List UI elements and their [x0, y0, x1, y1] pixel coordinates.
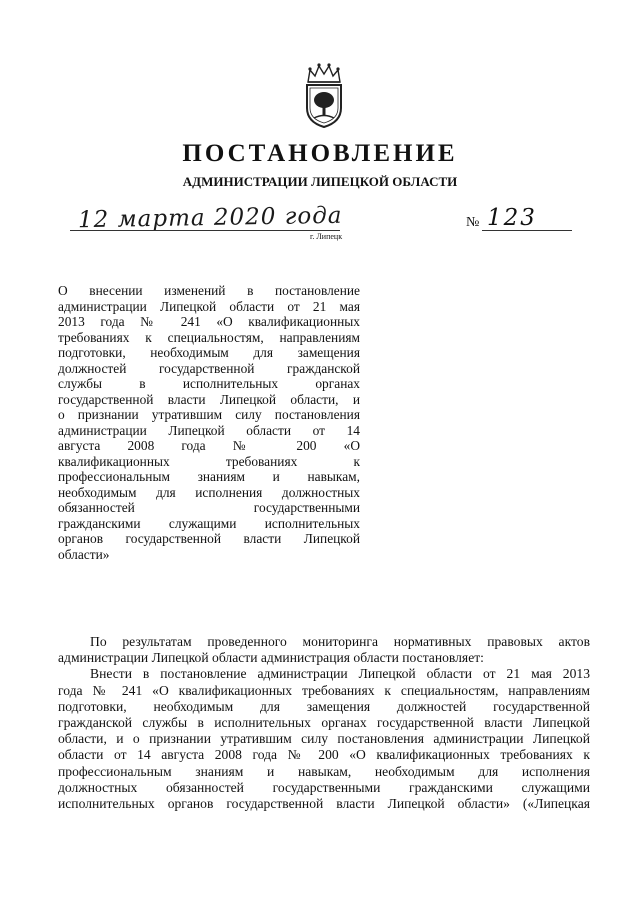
document-title: ПОСТАНОВЛЕНИЕ — [182, 140, 458, 167]
subject-line: квалификационных требованиях к — [58, 453, 360, 469]
subject-line: подготовки, необходимым для замещения — [58, 345, 360, 360]
lipetsk-coat-of-arms-icon — [300, 60, 348, 130]
body-line: гражданской службы в исполнительных органах государственной власти Липецкой — [58, 715, 590, 731]
subject-line: области» — [58, 546, 110, 562]
number-underline — [482, 230, 572, 231]
subject-line: государственной власти Липецкой области, и — [58, 391, 360, 407]
body-line: года № 241 «О квалификационных требованиях к специальностям, направлениям — [58, 682, 590, 698]
body-line: исполнительных органов государственной власти Липецкой области» («Липецкая — [58, 796, 590, 812]
issuer-name: АДМИНИСТРАЦИИ ЛИПЕЦКОЙ ОБЛАСТИ — [182, 174, 458, 189]
date-underline — [70, 230, 340, 231]
body-line: подготовки, необходимым для замещения должностей государственной — [58, 698, 590, 714]
subject-line: профессиональным знаниям и навыкам, — [58, 469, 360, 484]
body-line: должностных обязанностей государственными гражданскими служащими — [58, 779, 590, 795]
subject-block — [58, 283, 360, 562]
subject-line: органов государственной власти Липецкой — [58, 531, 360, 546]
number-label: № — [466, 215, 480, 230]
handwritten-date: 12 марта 2020 года — [77, 202, 343, 234]
subject-line: гражданскими служащими исполнительных — [58, 515, 360, 531]
body-line: профессиональным знаниям и навыкам, необходимым для исполнения — [58, 763, 590, 779]
subject-line: требованиях к специальностям, направлениям — [58, 329, 360, 345]
subject-line: О внесении изменений в постановление — [58, 283, 360, 298]
subject-line: о признании утратившим силу постановления — [58, 407, 360, 422]
subject-line: администрации Липецкой области от 21 мая — [58, 298, 360, 314]
body-text — [58, 634, 590, 812]
subject-line: необходимым для исполнения должностных — [58, 484, 360, 500]
handwritten-number: 123 — [487, 205, 537, 231]
subject-line: августа 2008 года № 200 «О — [58, 438, 360, 453]
city-label: г. Липецк — [310, 232, 343, 241]
body-line: Внести в постановление администрации Липецкой области от 21 мая 2013 — [90, 666, 590, 682]
body-line: По результатам проведенного мониторинга нормативных правовых актов — [90, 634, 590, 649]
subject-line: должностей государственной гражданской — [58, 360, 360, 376]
subject-line: 2013 года № 241 «О квалификационных — [58, 314, 360, 329]
subject-line: обязанностей государственными — [58, 500, 360, 515]
subject-line: службы в исполнительных органах — [58, 376, 360, 391]
body-line: администрации Липецкой области администрация области постановляет: — [58, 650, 484, 666]
body-line: области, и о признании утратившим силу постановления администрации Липецкой — [58, 731, 590, 747]
subject-line: администрации Липецкой области от 14 — [58, 422, 360, 438]
body-line: области от 14 августа 2008 года № 200 «О квалификационных требованиях к — [58, 747, 590, 763]
